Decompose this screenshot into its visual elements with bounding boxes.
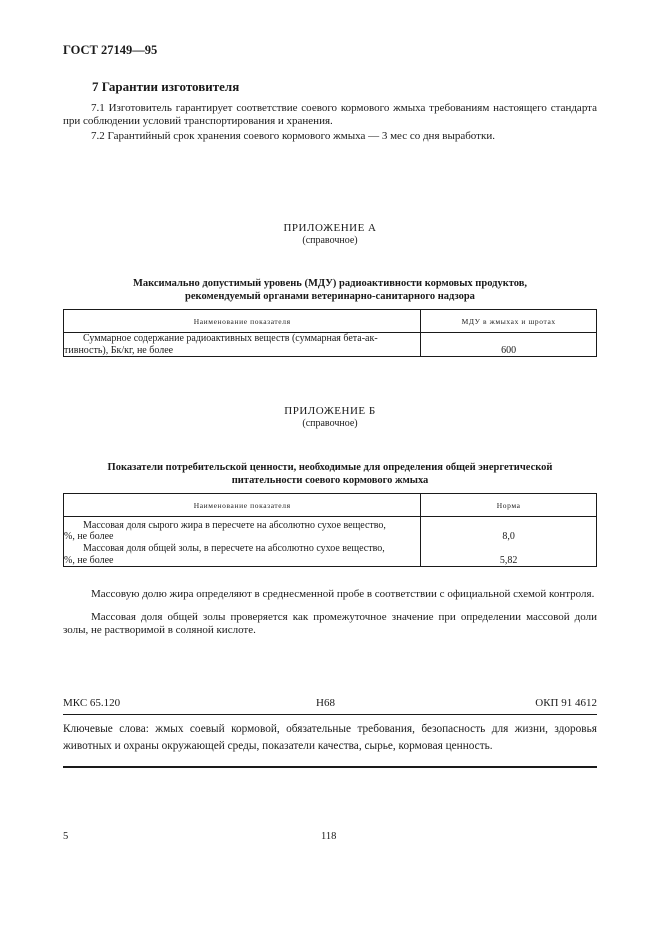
table-title-line: питательности соевого кормового жмыха [231,475,429,486]
appendix-b-table [63,493,597,567]
column-header-name: Наименование показателя [64,494,421,517]
note-paragraph: Массовую долю жира определяют в среднесменной пробе в соответствии с официальной схемой контроля. [91,588,595,600]
row-name-line2: %, не более [64,554,114,566]
row-name-text: Массовая доля сырого жира в пересчете на абсолютно сухое вещество, [83,519,386,531]
appendix-b-table-title [63,461,597,487]
paragraph-7-1: 7.1 Изготовитель гарантирует соответствие соевого кормового жмыха требованиям настоящего стандарта при соблюдении условий транспортирования и хранения. [63,102,597,127]
row-name-text: Массовая доля общей золы, в пересчете на абсолютно сухое вещество, [83,543,385,554]
table-title-line: рекомендуемый органами ветеринарно-санитарного надзора [185,291,475,302]
section-title: 7 Гарантии изготовителя [92,79,240,94]
row-name-cell [64,333,421,357]
column-header-value: МДУ в жмыхах и шротах [421,310,597,333]
mks-code: МКС 65.120 [63,697,121,709]
row-name-line2: тивность), Бк/кг, не более [64,344,174,356]
row-value-cell: 600 [421,333,597,357]
page-number-left: 5 [63,831,69,842]
paragraph-7-2: 7.2 Гарантийный срок хранения соевого кормового жмыха — 3 мес со дня выработки. [91,130,495,142]
table-row [64,333,597,357]
table-title-line: Показатели потребительской ценности, необходимые для определения общей энергетической [107,462,553,473]
group-code: Н68 [316,697,335,709]
appendix-a-label: ПРИЛОЖЕНИЕ А [283,222,377,234]
table-title-line: Максимально допустимый уровень (МДУ) радиоактивности кормовых продуктов, [132,278,528,289]
row-name-text: Суммарное содержание радиоактивных веществ (суммарная бета-ак- [83,333,378,344]
column-header-name: Наименование показателя [64,310,421,333]
table-row [64,517,597,543]
divider-line [63,714,597,715]
appendix-a-table [63,309,597,357]
row-name-line1 [64,333,420,345]
row-name-cell [64,543,421,567]
appendix-a-status: (справочное) [302,235,358,246]
divider-line [63,766,597,768]
appendix-b-label: ПРИЛОЖЕНИЕ Б [284,405,376,417]
okp-code: ОКП 91 4612 [535,697,597,709]
table-header-row [64,494,597,517]
appendix-a-table-title [63,277,597,303]
note-paragraph: Массовая доля общей золы проверяется как промежуточное значение при определении массовой доли золы, не растворимой в соляной кислоте. [63,611,597,636]
appendix-b-status: (справочное) [302,418,358,429]
row-value-cell: 5,82 [421,543,597,567]
row-name-line1 [64,520,420,532]
row-name-line2: %, не более [64,531,114,542]
keywords-paragraph: Ключевые слова: жмых соевый кормовой, обязательные требования, безопасность для жизни, здоровья животных и охраны окружающей среды, показатели качества, сырье, кормовая ценность. [63,723,597,752]
column-header-value: Норма [421,494,597,517]
table-header-row [64,310,597,333]
row-name-cell [64,517,421,543]
page-number-center: 118 [321,831,337,842]
table-row [64,543,597,567]
document-code: ГОСТ 27149—95 [63,43,158,57]
row-name-line1 [64,543,420,555]
row-value-cell: 8,0 [421,517,597,543]
